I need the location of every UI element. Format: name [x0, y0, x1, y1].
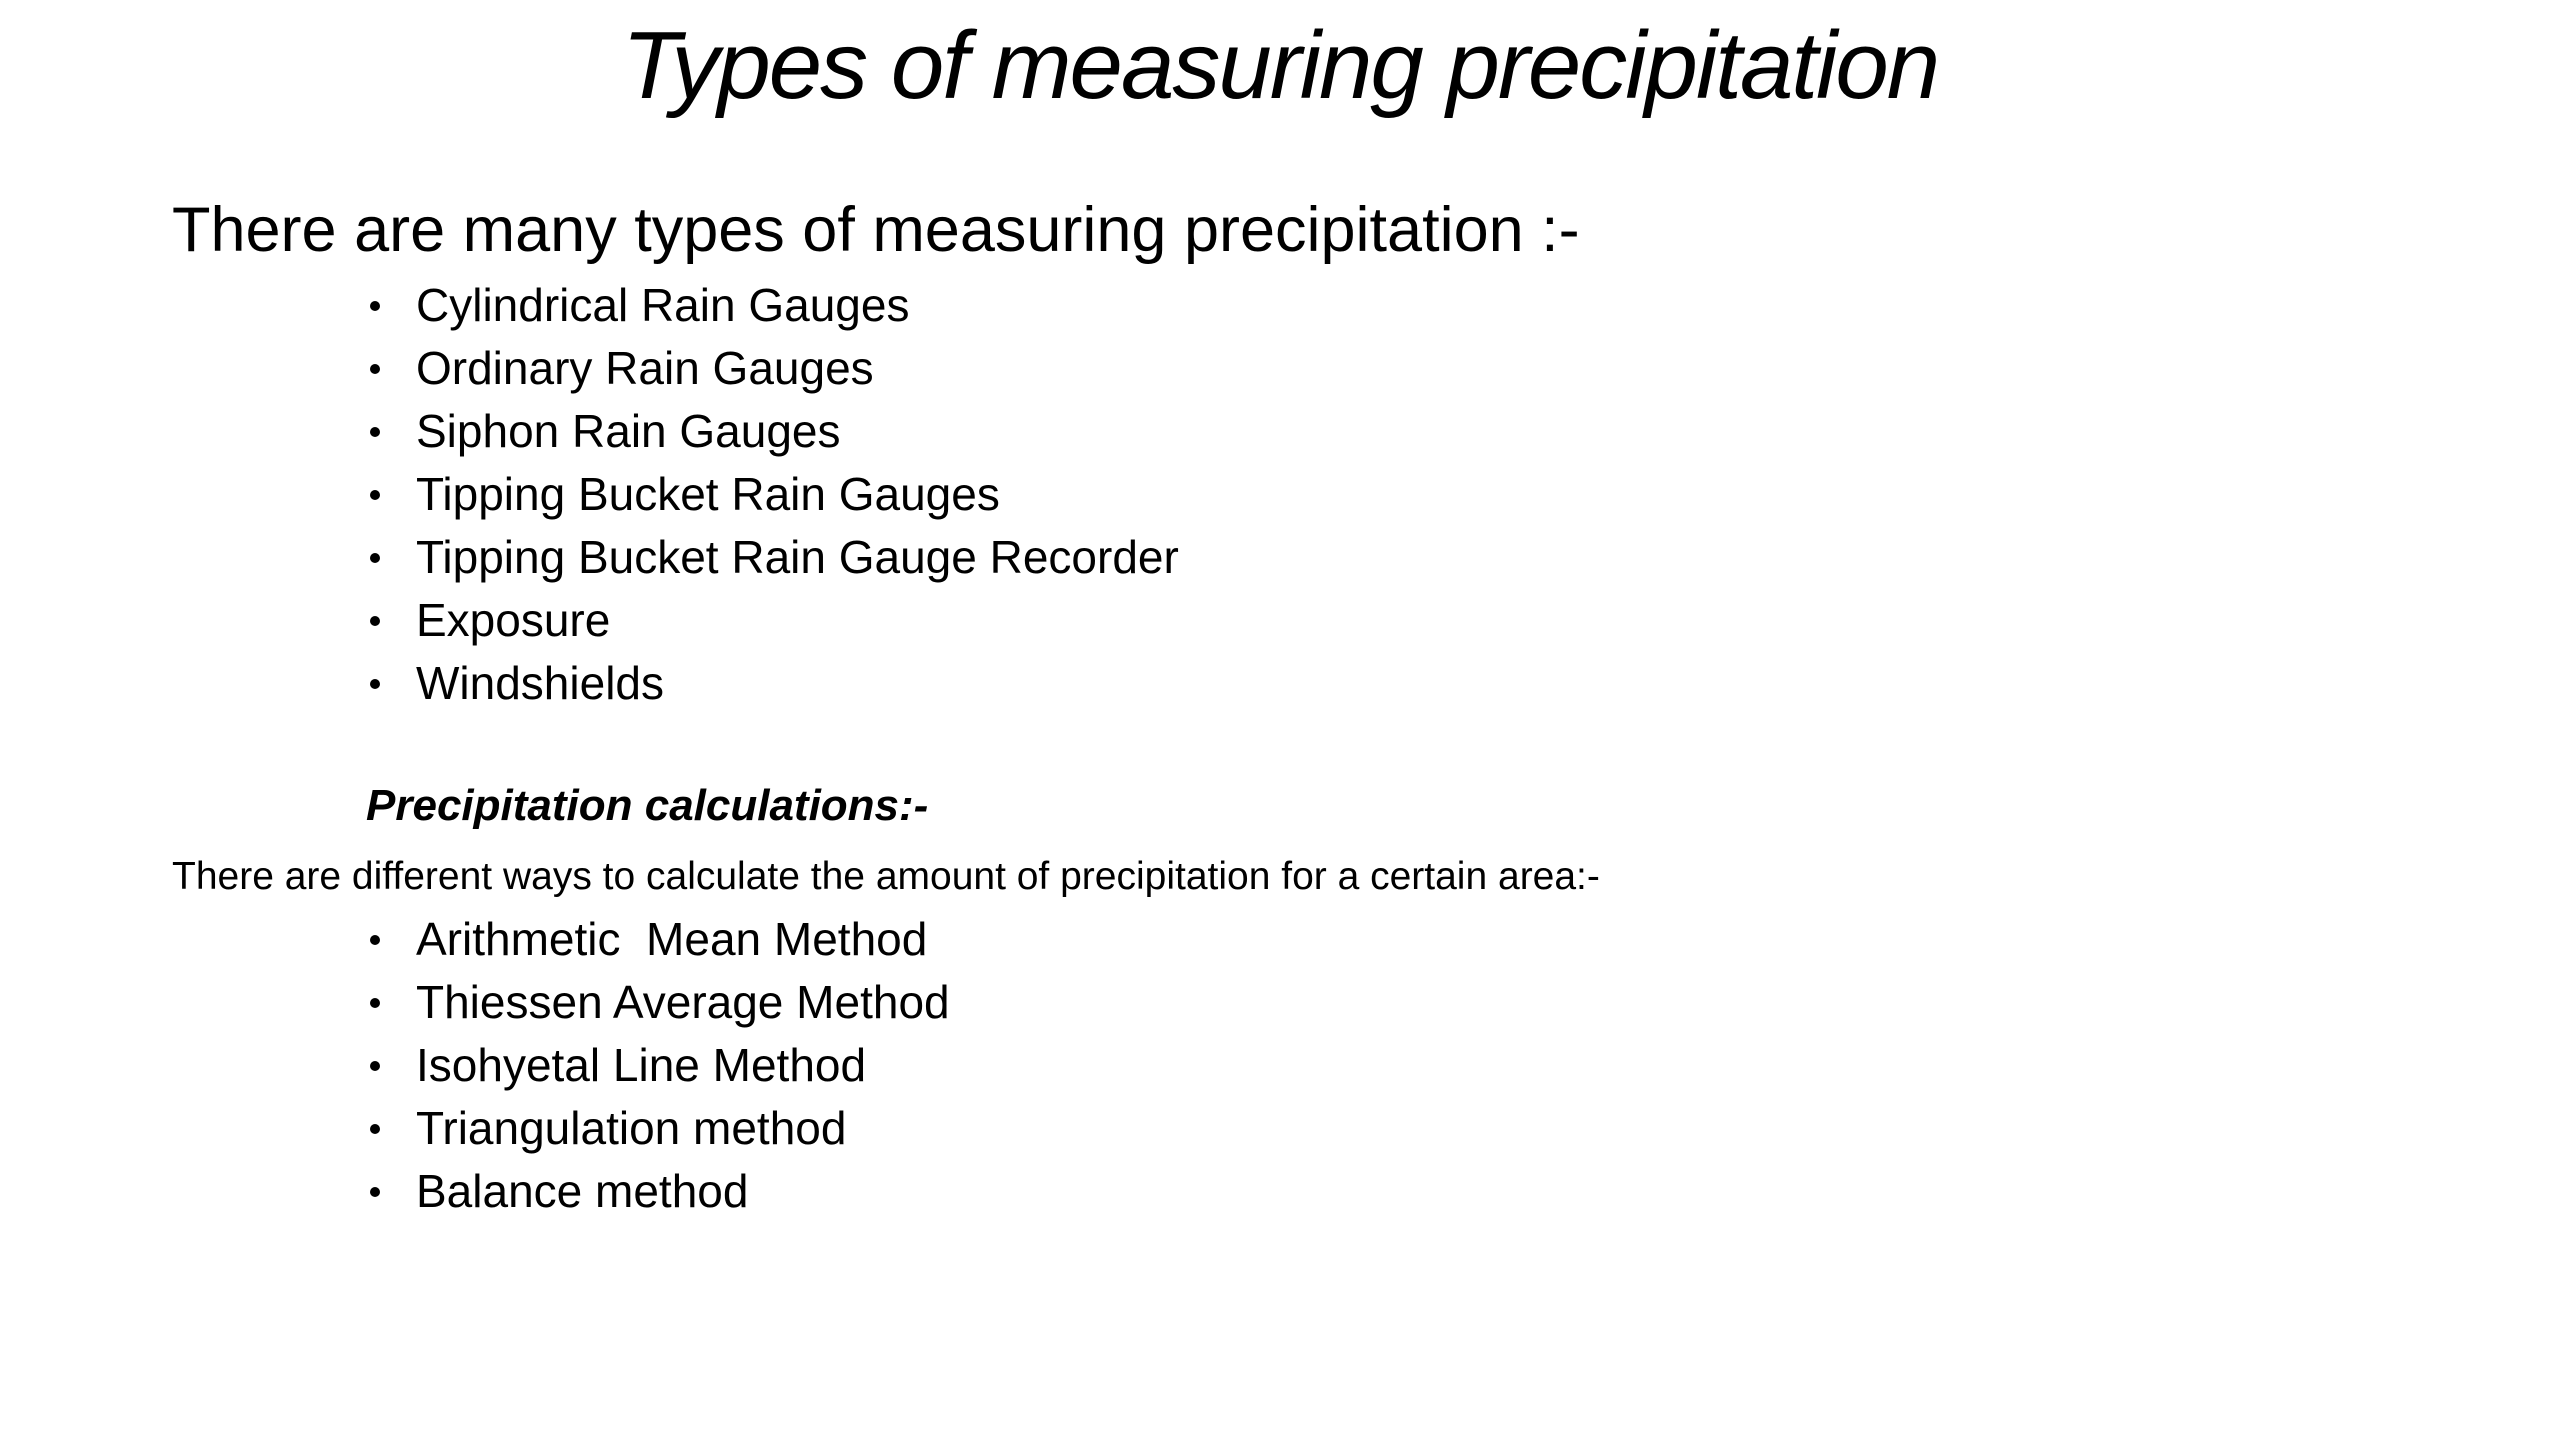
list-item	[364, 652, 1179, 715]
list-item-label: Arithmetic Mean Method	[416, 913, 928, 965]
list-item	[364, 1160, 950, 1223]
list-item-label: Cylindrical Rain Gauges	[416, 279, 910, 331]
list-item-label: Triangulation method	[416, 1102, 847, 1154]
list-item-label: Windshields	[416, 657, 664, 709]
list-item	[364, 463, 1179, 526]
bullet-icon	[370, 1061, 380, 1071]
slide-title: Types of measuring precipitation	[621, 12, 1939, 119]
bullet-icon	[370, 301, 380, 311]
list-item	[364, 400, 1179, 463]
list-item-label: Ordinary Rain Gauges	[416, 342, 874, 394]
bullet-icon	[370, 935, 380, 945]
measuring-types-intro: There are many types of measuring precipitation :-	[172, 195, 1580, 265]
bullet-icon	[370, 1124, 380, 1134]
bullet-icon	[370, 364, 380, 374]
bullet-icon	[370, 553, 380, 563]
calculation-methods-list	[364, 908, 950, 1223]
list-item-label: Exposure	[416, 594, 611, 646]
list-item	[364, 526, 1179, 589]
list-item-label: Tipping Bucket Rain Gauge Recorder	[416, 531, 1179, 583]
list-item-label: Balance method	[416, 1165, 749, 1217]
bullet-icon	[370, 1187, 380, 1197]
list-item-label: Siphon Rain Gauges	[416, 405, 841, 457]
list-item	[364, 274, 1179, 337]
bullet-icon	[370, 679, 380, 689]
bullet-icon	[370, 427, 380, 437]
list-item-label: Thiessen Average Method	[416, 976, 950, 1028]
calculations-intro: There are different ways to calculate the amount of precipitation for a certain area:-	[172, 855, 1600, 898]
list-item	[364, 1097, 950, 1160]
bullet-icon	[370, 998, 380, 1008]
measuring-types-list	[364, 274, 1179, 715]
list-item-label: Tipping Bucket Rain Gauges	[416, 468, 1000, 520]
list-item	[364, 1034, 950, 1097]
list-item	[364, 908, 950, 971]
bullet-icon	[370, 490, 380, 500]
list-item	[364, 589, 1179, 652]
list-item-label: Isohyetal Line Method	[416, 1039, 867, 1091]
bullet-icon	[370, 616, 380, 626]
calculations-heading: Precipitation calculations:-	[366, 781, 929, 830]
list-item	[364, 337, 1179, 400]
list-item	[364, 971, 950, 1034]
